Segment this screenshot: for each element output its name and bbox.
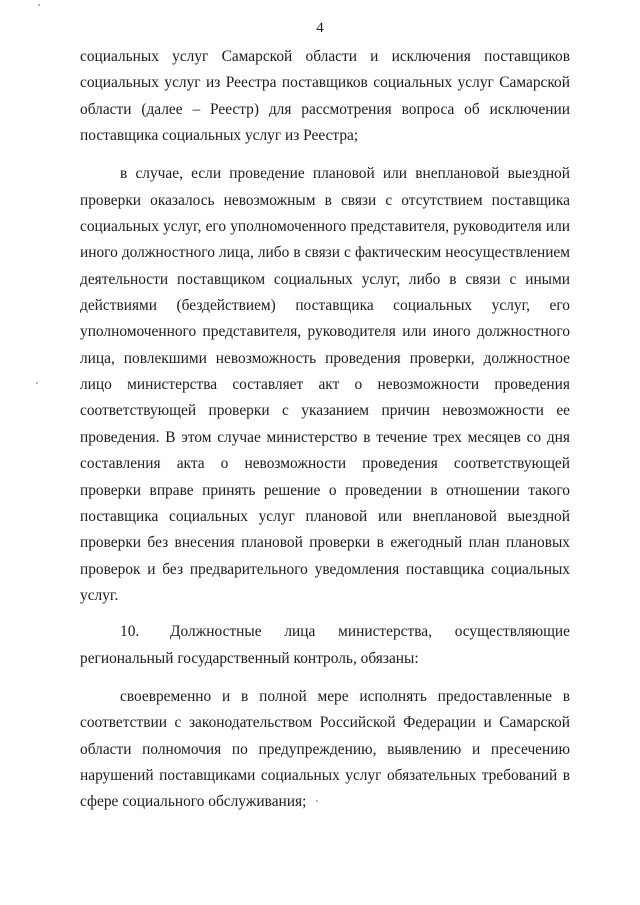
scan-speck: [36, 382, 38, 384]
scan-speck: [38, 4, 40, 6]
item-10-text: Должностные лица министерства, осуществляющие региональный государственный контроль, обязаны:: [80, 623, 570, 667]
page-number: 4: [316, 20, 324, 36]
paragraph-duty-1: своевременно и в полной мере исполнять предоставленные в соответствии с законодательством Российской Федерации и Самарской области полномочия по предупреждению, выявлению и пресечению нарушений поставщиками социальных услуг обязательных требований в сфере социального обслуживания;: [80, 687, 570, 811]
paragraph-continuation: социальных услуг Самарской области и исключения поставщиков социальных услуг из Реестра поставщиков социальных услуг Самарской области (далее – Реестр) для рассмотрения вопроса об исключении поставщика социальных услуг из Реестра;: [80, 48, 570, 145]
item-10-number: 10.: [120, 623, 140, 641]
paragraph-impossibility-case: в случае, если проведение плановой или внеплановой выездной проверки оказалось невозможным в связи с отсутствием поставщика социальных услуг, его уполномоченного представителя, руководителя или иного должностного лица, либо в связи с фактическим неосуществлением деятельности поставщиком социальных услуг, либо в связи с иными действиями (бездействием) поставщика социальных услуг, его уполномоченного представителя, руководителя или иного должностного лица, повлекшими невозможность проведения проверки, должностное лицо министерства составляет акт о невозможности проведения соответствующей проверки с указанием причин невозможности ее проведения. В этом случае министерство в течение трех месяцев со дня составления акта о невозможности проведения соответствующей проверки вправе принять решение о проведении в отношении такого поставщика социальных услуг плановой или внеплановой выездной проверки без внесения плановой проверки в ежегодный план плановых проверок и без предварительного уведомления поставщика социальных услуг.: [80, 165, 570, 604]
document-body: [80, 44, 570, 816]
paragraph-item-10: [80, 619, 570, 672]
scan-speck: [316, 800, 318, 802]
